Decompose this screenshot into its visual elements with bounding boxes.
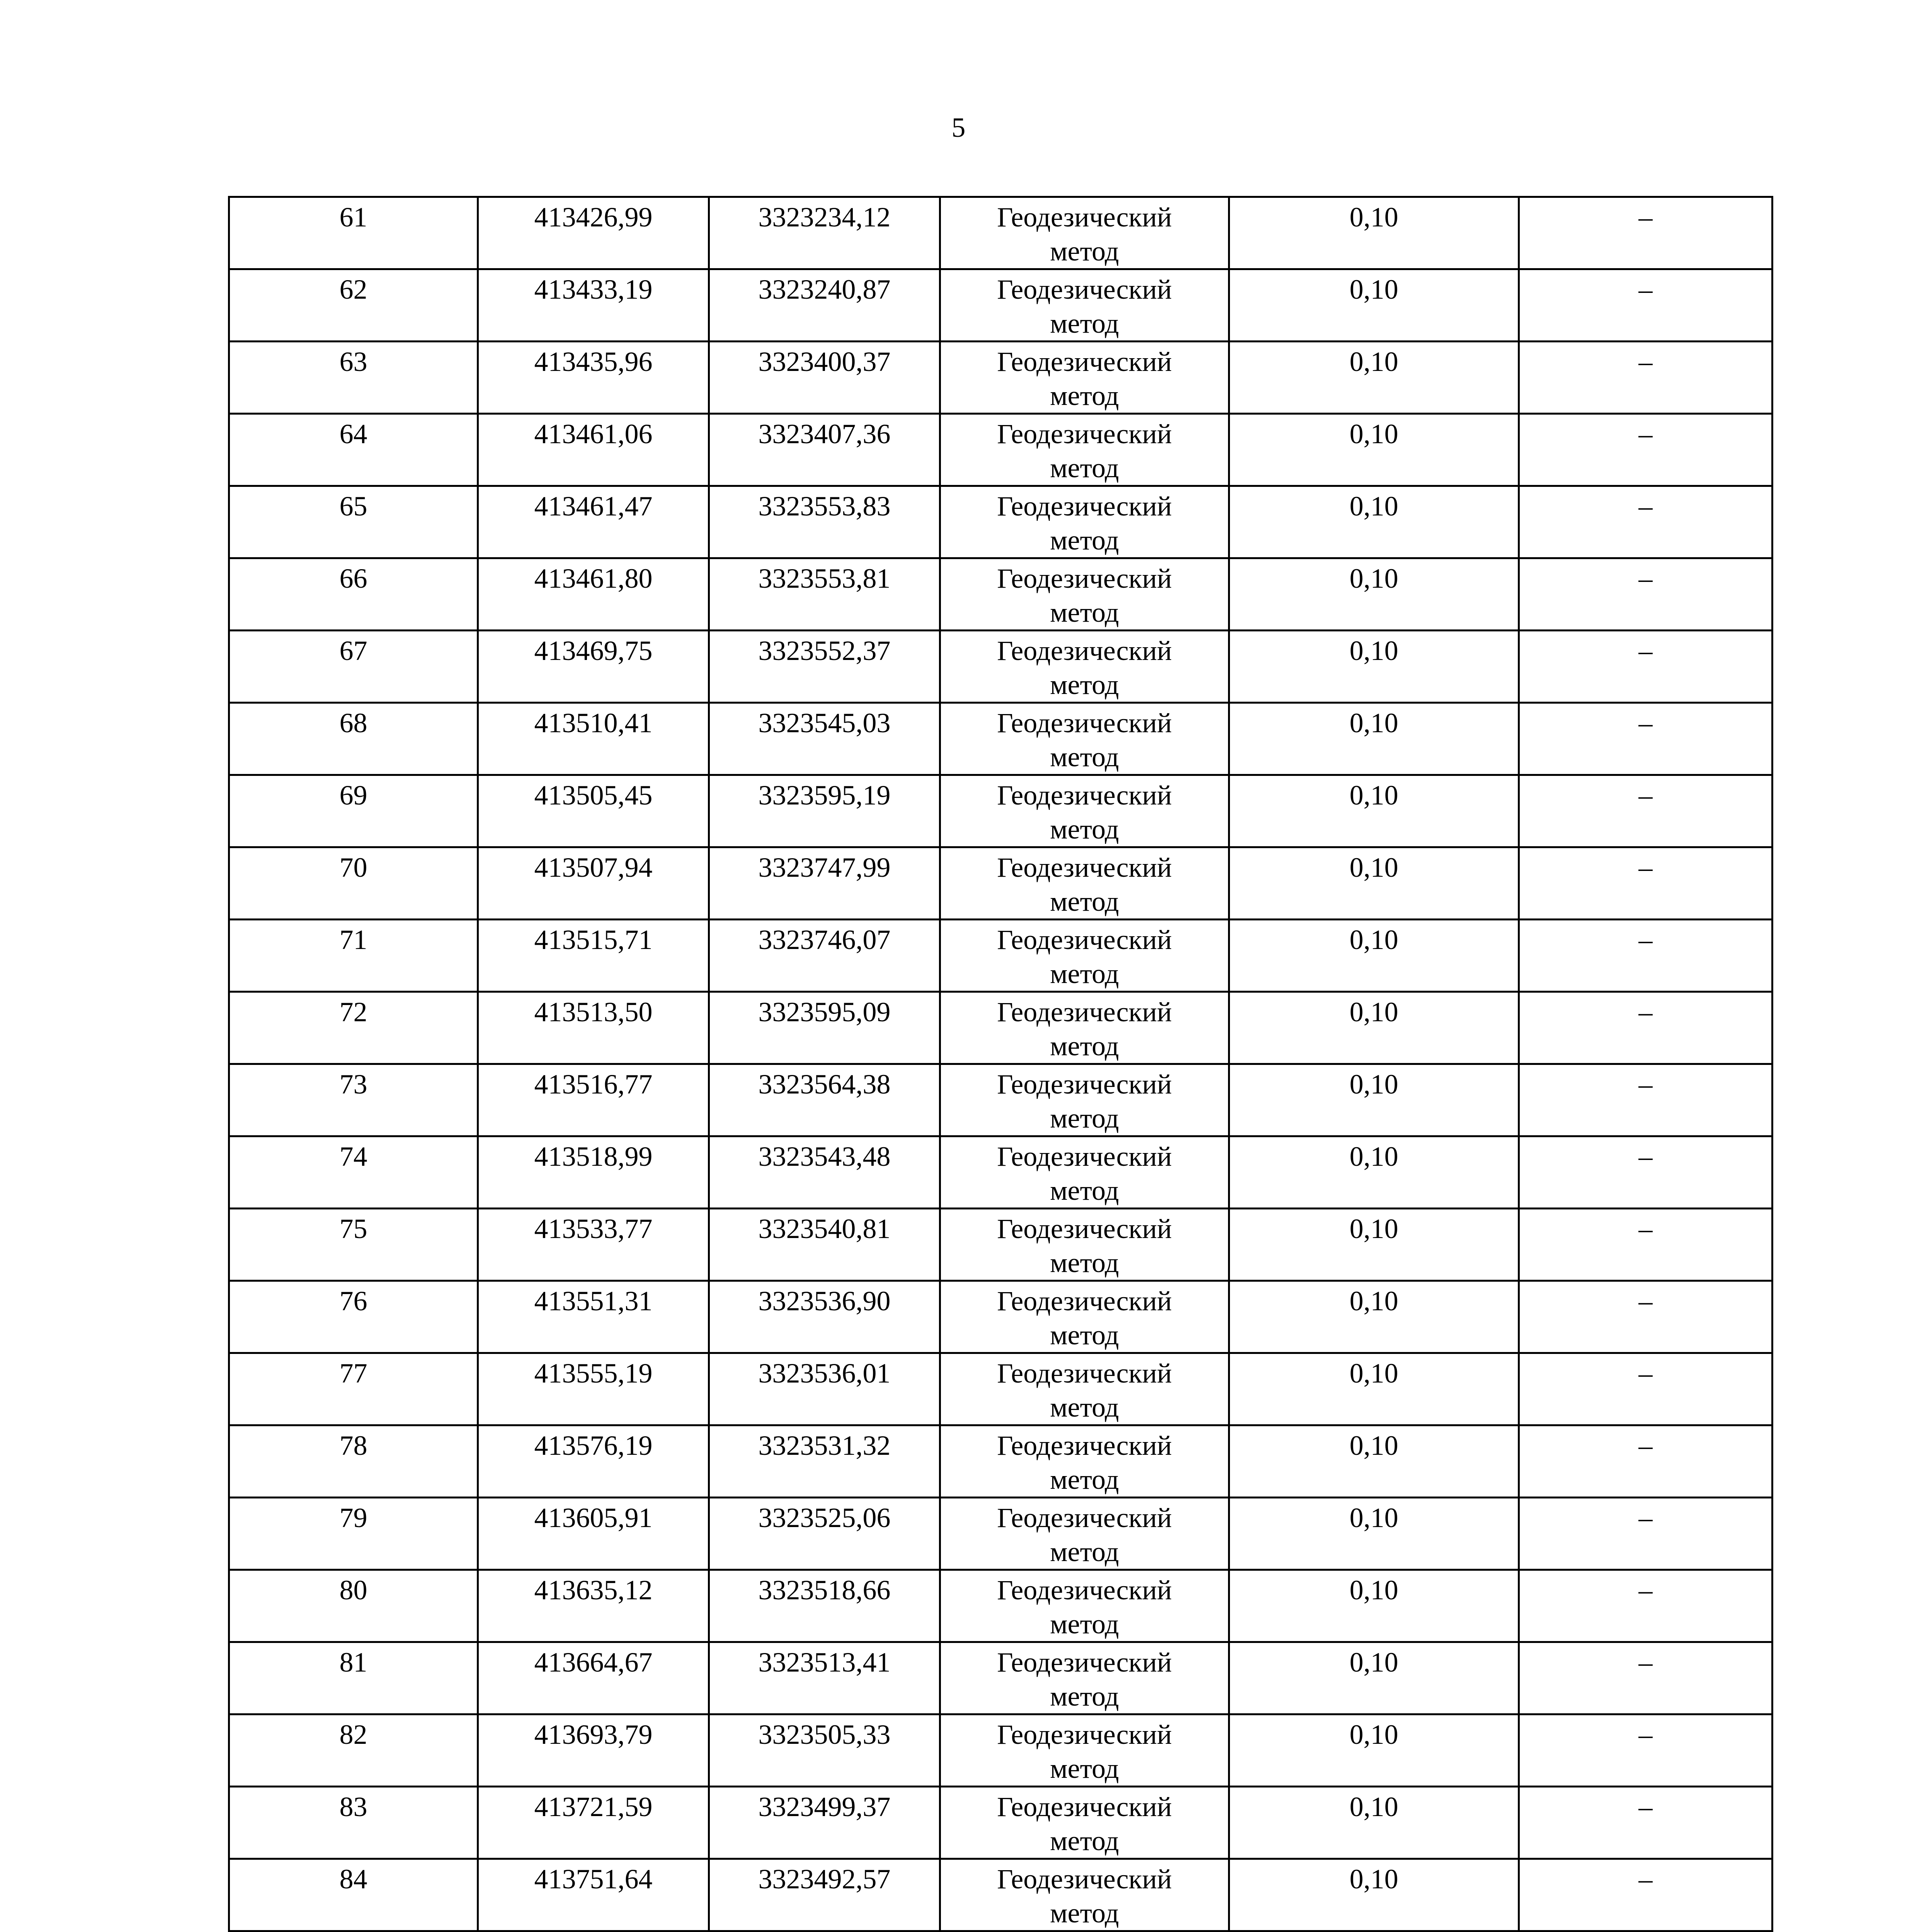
table-row	[229, 847, 1772, 920]
y-coordinate-cell: 3323513,41	[709, 1642, 940, 1714]
method-cell	[940, 414, 1229, 486]
accuracy-cell: 0,10	[1229, 1714, 1519, 1787]
method-line-1: Геодезический	[997, 1864, 1172, 1895]
coordinates-table	[228, 196, 1773, 1932]
method-line-1: Геодезический	[997, 780, 1172, 811]
y-coordinate-cell: 3323240,87	[709, 269, 940, 342]
x-coordinate-cell: 413461,80	[478, 558, 709, 631]
method-line-1: Геодезический	[997, 997, 1172, 1027]
method-line-2: метод	[1050, 236, 1119, 267]
method-cell	[940, 992, 1229, 1064]
method-line-2: метод	[1050, 1320, 1119, 1350]
y-coordinate-cell: 3323400,37	[709, 342, 940, 414]
accuracy-cell: 0,10	[1229, 486, 1519, 558]
point-number-cell: 74	[229, 1136, 478, 1209]
note-cell: –	[1519, 269, 1772, 342]
x-coordinate-cell: 413461,47	[478, 486, 709, 558]
x-coordinate-cell: 413433,19	[478, 269, 709, 342]
table-row	[229, 775, 1772, 847]
method-cell	[940, 269, 1229, 342]
point-number-cell: 71	[229, 920, 478, 992]
accuracy-cell: 0,10	[1229, 197, 1519, 269]
method-line-1: Геодезический	[997, 1213, 1172, 1244]
method-cell	[940, 847, 1229, 920]
method-line-1: Геодезический	[997, 924, 1172, 955]
note-cell: –	[1519, 920, 1772, 992]
method-line-2: метод	[1050, 1247, 1119, 1278]
method-line-2: метод	[1050, 1898, 1119, 1929]
point-number-cell: 66	[229, 558, 478, 631]
table-row	[229, 1642, 1772, 1714]
accuracy-cell: 0,10	[1229, 1353, 1519, 1425]
method-cell	[940, 920, 1229, 992]
note-cell: –	[1519, 1353, 1772, 1425]
method-line-2: метод	[1050, 1175, 1119, 1206]
x-coordinate-cell: 413516,77	[478, 1064, 709, 1136]
table-row	[229, 1859, 1772, 1931]
y-coordinate-cell: 3323536,01	[709, 1353, 940, 1425]
method-line-1: Геодезический	[997, 1791, 1172, 1822]
accuracy-cell: 0,10	[1229, 1642, 1519, 1714]
method-line-1: Геодезический	[997, 491, 1172, 522]
method-line-1: Геодезический	[997, 852, 1172, 883]
accuracy-cell: 0,10	[1229, 1570, 1519, 1642]
table-row	[229, 269, 1772, 342]
table-row	[229, 992, 1772, 1064]
method-line-2: метод	[1050, 1753, 1119, 1784]
point-number-cell: 78	[229, 1425, 478, 1498]
point-number-cell: 61	[229, 197, 478, 269]
note-cell: –	[1519, 1209, 1772, 1281]
method-cell	[940, 631, 1229, 703]
accuracy-cell: 0,10	[1229, 558, 1519, 631]
y-coordinate-cell: 3323531,32	[709, 1425, 940, 1498]
accuracy-cell: 0,10	[1229, 847, 1519, 920]
note-cell: –	[1519, 197, 1772, 269]
method-line-1: Геодезический	[997, 563, 1172, 594]
point-number-cell: 75	[229, 1209, 478, 1281]
note-cell: –	[1519, 1425, 1772, 1498]
method-line-1: Геодезический	[997, 346, 1172, 377]
y-coordinate-cell: 3323234,12	[709, 197, 940, 269]
x-coordinate-cell: 413635,12	[478, 1570, 709, 1642]
point-number-cell: 80	[229, 1570, 478, 1642]
method-cell	[940, 1136, 1229, 1209]
y-coordinate-cell: 3323553,83	[709, 486, 940, 558]
x-coordinate-cell: 413426,99	[478, 197, 709, 269]
method-line-1: Геодезический	[997, 707, 1172, 738]
method-cell	[940, 1064, 1229, 1136]
x-coordinate-cell: 413461,06	[478, 414, 709, 486]
accuracy-cell: 0,10	[1229, 992, 1519, 1064]
y-coordinate-cell: 3323518,66	[709, 1570, 940, 1642]
page-number: 5	[951, 112, 966, 143]
x-coordinate-cell: 413751,64	[478, 1859, 709, 1931]
y-coordinate-cell: 3323545,03	[709, 703, 940, 775]
y-coordinate-cell: 3323540,81	[709, 1209, 940, 1281]
method-cell	[940, 197, 1229, 269]
x-coordinate-cell: 413469,75	[478, 631, 709, 703]
method-line-2: метод	[1050, 814, 1119, 845]
method-line-2: метод	[1050, 1825, 1119, 1856]
method-cell	[940, 1642, 1229, 1714]
method-line-2: метод	[1050, 958, 1119, 989]
x-coordinate-cell: 413510,41	[478, 703, 709, 775]
point-number-cell: 62	[229, 269, 478, 342]
method-cell	[940, 1281, 1229, 1353]
method-cell	[940, 703, 1229, 775]
y-coordinate-cell: 3323536,90	[709, 1281, 940, 1353]
point-number-cell: 63	[229, 342, 478, 414]
x-coordinate-cell: 413533,77	[478, 1209, 709, 1281]
method-line-2: метод	[1050, 1103, 1119, 1134]
note-cell: –	[1519, 703, 1772, 775]
table-row	[229, 486, 1772, 558]
x-coordinate-cell: 413576,19	[478, 1425, 709, 1498]
method-cell	[940, 1570, 1229, 1642]
table-row	[229, 558, 1772, 631]
table-row	[229, 414, 1772, 486]
note-cell: –	[1519, 414, 1772, 486]
note-cell: –	[1519, 631, 1772, 703]
accuracy-cell: 0,10	[1229, 1498, 1519, 1570]
method-line-1: Геодезический	[997, 274, 1172, 305]
method-line-2: метод	[1050, 1031, 1119, 1061]
accuracy-cell: 0,10	[1229, 1064, 1519, 1136]
method-cell	[940, 1859, 1229, 1931]
method-cell	[940, 1714, 1229, 1787]
point-number-cell: 68	[229, 703, 478, 775]
x-coordinate-cell: 413555,19	[478, 1353, 709, 1425]
table-row	[229, 920, 1772, 992]
point-number-cell: 81	[229, 1642, 478, 1714]
method-line-1: Геодезический	[997, 635, 1172, 666]
method-line-2: метод	[1050, 1609, 1119, 1639]
y-coordinate-cell: 3323525,06	[709, 1498, 940, 1570]
note-cell: –	[1519, 1859, 1772, 1931]
table-row	[229, 631, 1772, 703]
x-coordinate-cell: 413721,59	[478, 1787, 709, 1859]
table-row	[229, 1787, 1772, 1859]
y-coordinate-cell: 3323595,09	[709, 992, 940, 1064]
table-row	[229, 1498, 1772, 1570]
x-coordinate-cell: 413518,99	[478, 1136, 709, 1209]
note-cell: –	[1519, 1787, 1772, 1859]
y-coordinate-cell: 3323746,07	[709, 920, 940, 992]
note-cell: –	[1519, 1498, 1772, 1570]
y-coordinate-cell: 3323552,37	[709, 631, 940, 703]
accuracy-cell: 0,10	[1229, 1281, 1519, 1353]
method-line-1: Геодезический	[997, 1069, 1172, 1100]
accuracy-cell: 0,10	[1229, 269, 1519, 342]
point-number-cell: 77	[229, 1353, 478, 1425]
note-cell: –	[1519, 847, 1772, 920]
method-line-2: метод	[1050, 597, 1119, 628]
method-cell	[940, 342, 1229, 414]
table-row	[229, 342, 1772, 414]
method-line-1: Геодезический	[997, 1286, 1172, 1316]
point-number-cell: 84	[229, 1859, 478, 1931]
note-cell: –	[1519, 1714, 1772, 1787]
x-coordinate-cell: 413515,71	[478, 920, 709, 992]
method-line-1: Геодезический	[997, 1575, 1172, 1605]
accuracy-cell: 0,10	[1229, 342, 1519, 414]
table-row	[229, 1425, 1772, 1498]
point-number-cell: 65	[229, 486, 478, 558]
method-line-1: Геодезический	[997, 1141, 1172, 1172]
accuracy-cell: 0,10	[1229, 775, 1519, 847]
y-coordinate-cell: 3323505,33	[709, 1714, 940, 1787]
method-line-2: метод	[1050, 308, 1119, 339]
accuracy-cell: 0,10	[1229, 631, 1519, 703]
note-cell: –	[1519, 1064, 1772, 1136]
note-cell: –	[1519, 1642, 1772, 1714]
x-coordinate-cell: 413605,91	[478, 1498, 709, 1570]
method-cell	[940, 558, 1229, 631]
accuracy-cell: 0,10	[1229, 414, 1519, 486]
note-cell: –	[1519, 775, 1772, 847]
point-number-cell: 82	[229, 1714, 478, 1787]
y-coordinate-cell: 3323595,19	[709, 775, 940, 847]
method-line-1: Геодезический	[997, 202, 1172, 233]
table-row	[229, 1064, 1772, 1136]
method-cell	[940, 1787, 1229, 1859]
table-row	[229, 1209, 1772, 1281]
method-line-2: метод	[1050, 1392, 1119, 1423]
point-number-cell: 64	[229, 414, 478, 486]
x-coordinate-cell: 413505,45	[478, 775, 709, 847]
method-cell	[940, 486, 1229, 558]
note-cell: –	[1519, 558, 1772, 631]
point-number-cell: 73	[229, 1064, 478, 1136]
table-row	[229, 1136, 1772, 1209]
point-number-cell: 83	[229, 1787, 478, 1859]
table-row	[229, 1353, 1772, 1425]
x-coordinate-cell: 413693,79	[478, 1714, 709, 1787]
x-coordinate-cell: 413435,96	[478, 342, 709, 414]
accuracy-cell: 0,10	[1229, 1787, 1519, 1859]
point-number-cell: 67	[229, 631, 478, 703]
method-line-2: метод	[1050, 669, 1119, 700]
point-number-cell: 69	[229, 775, 478, 847]
y-coordinate-cell: 3323553,81	[709, 558, 940, 631]
table-body	[229, 197, 1772, 1932]
note-cell: –	[1519, 1136, 1772, 1209]
note-cell: –	[1519, 342, 1772, 414]
method-line-1: Геодезический	[997, 1358, 1172, 1389]
y-coordinate-cell: 3323407,36	[709, 414, 940, 486]
note-cell: –	[1519, 1570, 1772, 1642]
table-row	[229, 703, 1772, 775]
method-line-1: Геодезический	[997, 1719, 1172, 1750]
y-coordinate-cell: 3323747,99	[709, 847, 940, 920]
x-coordinate-cell: 413664,67	[478, 1642, 709, 1714]
method-line-2: метод	[1050, 886, 1119, 917]
method-cell	[940, 1209, 1229, 1281]
y-coordinate-cell: 3323492,57	[709, 1859, 940, 1931]
y-coordinate-cell: 3323499,37	[709, 1787, 940, 1859]
x-coordinate-cell: 413507,94	[478, 847, 709, 920]
method-line-1: Геодезический	[997, 1430, 1172, 1461]
method-line-2: метод	[1050, 452, 1119, 483]
point-number-cell: 79	[229, 1498, 478, 1570]
accuracy-cell: 0,10	[1229, 920, 1519, 992]
note-cell: –	[1519, 486, 1772, 558]
method-line-2: метод	[1050, 1681, 1119, 1712]
method-line-1: Геодезический	[997, 418, 1172, 449]
method-line-2: метод	[1050, 1464, 1119, 1495]
method-line-1: Геодезический	[997, 1647, 1172, 1678]
accuracy-cell: 0,10	[1229, 1425, 1519, 1498]
table-row	[229, 1714, 1772, 1787]
x-coordinate-cell: 413551,31	[478, 1281, 709, 1353]
method-line-2: метод	[1050, 742, 1119, 772]
method-line-2: метод	[1050, 525, 1119, 556]
method-cell	[940, 1353, 1229, 1425]
accuracy-cell: 0,10	[1229, 1136, 1519, 1209]
point-number-cell: 70	[229, 847, 478, 920]
point-number-cell: 72	[229, 992, 478, 1064]
table-row	[229, 1281, 1772, 1353]
note-cell: –	[1519, 992, 1772, 1064]
method-line-2: метод	[1050, 1536, 1119, 1567]
point-number-cell: 76	[229, 1281, 478, 1353]
y-coordinate-cell: 3323543,48	[709, 1136, 940, 1209]
method-cell	[940, 775, 1229, 847]
method-cell	[940, 1425, 1229, 1498]
table-row	[229, 197, 1772, 269]
method-line-1: Геодезический	[997, 1502, 1172, 1533]
table-row	[229, 1570, 1772, 1642]
accuracy-cell: 0,10	[1229, 703, 1519, 775]
accuracy-cell: 0,10	[1229, 1209, 1519, 1281]
y-coordinate-cell: 3323564,38	[709, 1064, 940, 1136]
note-cell: –	[1519, 1281, 1772, 1353]
x-coordinate-cell: 413513,50	[478, 992, 709, 1064]
method-line-2: метод	[1050, 380, 1119, 411]
method-cell	[940, 1498, 1229, 1570]
accuracy-cell: 0,10	[1229, 1859, 1519, 1931]
